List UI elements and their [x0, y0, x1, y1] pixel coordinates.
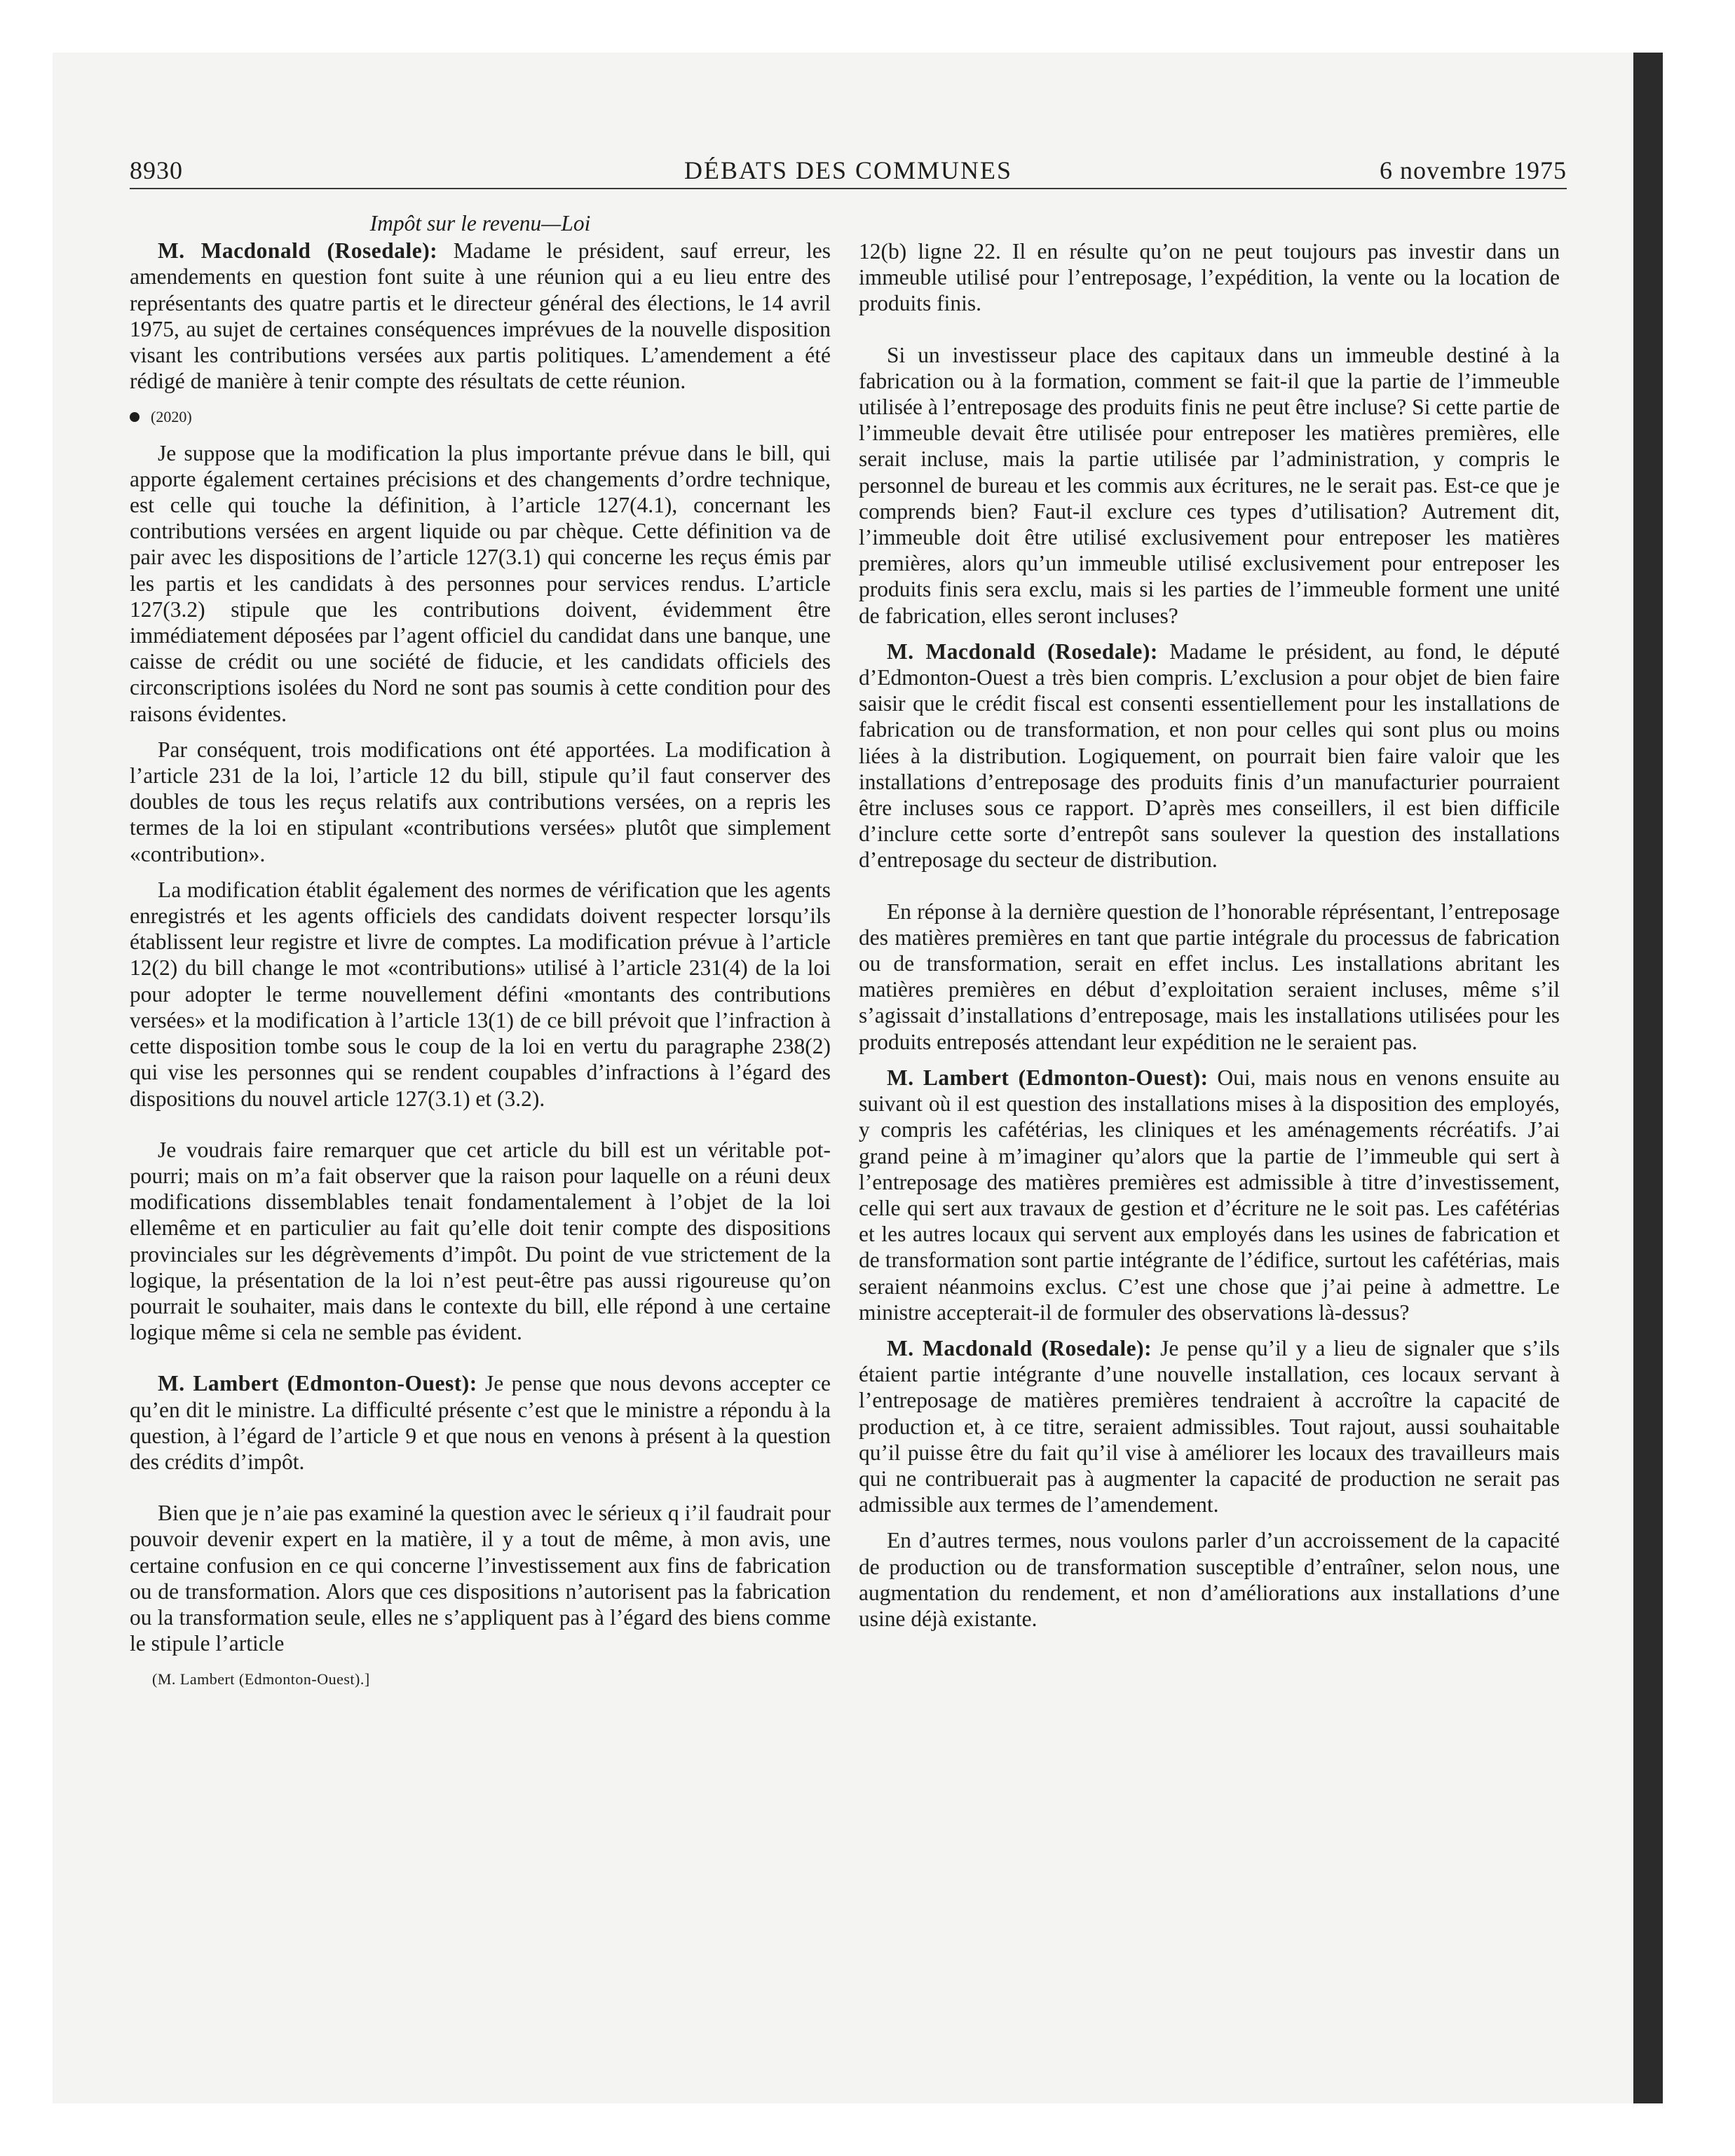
paragraph: [859, 1065, 1560, 1325]
paragraph: Je suppose que la modification la plus importante prévue dans le bill, qui apporte également certaines précisions et des changements d’ordre technique, est celle qui touche la définition, à l’article 127(4.1), concernant les contributions versées en argent liquide ou par chèque. Cette définition va de pair avec les dispositions de l’article 127(3.1) qui concerne les reçus émis par les partis et les candidats à des personnes pour services rendus. L’article 127(3.2) stipule que les contributions doivent, évidemment être immédiatement déposées par l’agent officiel du candidat dans une banque, une caisse de crédit ou une société de fiducie, et les candidats officiels des circonscriptions isolées du Nord ne sont pas soumis à cette condition pour des raisons évidentes.: [130, 440, 831, 726]
section-heading: Impôt sur le revenu—Loi: [369, 211, 591, 236]
paragraph: En d’autres termes, nous voulons parler d’un accroissement de la capacité de production ou de transformation susceptible d’entraîner, selon nous, une augmentation du rendement, et non d’améliorations aux installations d’une usine déjà existante.: [859, 1528, 1560, 1631]
time-marker: [130, 404, 831, 430]
paragraph: En réponse à la dernière question de l’honorable réprésentant, l’entreposage des matières premières en tant que partie intégrale du processus de fabrication ou de transformation, serait en effet inclus. Les installations abritant les matières premières en début d’exploitation seraient incluses, même s’il s’agissait d’installations d’entreposage, mais les installations utilisées pour les produits entreposés attendant leur expédition ne le seraient pas.: [859, 899, 1560, 1054]
page-header: [130, 156, 1567, 192]
bullet-icon: [130, 412, 140, 422]
speaker-name: M. Lambert (Edmonton-Ouest):: [158, 1371, 477, 1396]
header-rule: [130, 188, 1567, 189]
paragraph: [130, 1370, 831, 1475]
speaker-name: M. Macdonald (Rosedale):: [158, 238, 438, 264]
speech-text: Madame le président, au fond, le député d’Edmonton-Ouest a très bien compris. L’exclusion a pour objet de bien faire saisir que le crédit fiscal est consenti essentiellement pour les installations de fabrication ou de transformation, et non pour celles qui sont plus ou moins liées à la distribution. Logiquement, on pourrait bien faire valoir que les installations d’entreposage des produits finis d’un manufacturier pourraient être incluses sous ce rapport. D’après mes conseillers, il est bien difficile d’inclure cette sorte d’entrepôt sans soulever la question des installations d’entreposage du secteur de distribution.: [859, 639, 1560, 873]
paragraph: [859, 639, 1560, 873]
left-column: [130, 210, 831, 1693]
paragraph: Je voudrais faire remarquer que cet article du bill est un véritable pot-pourri; mais on m’a fait observer que la raison pour laquelle on a réuni deux modifications dissemblables tenait fondamentalement à l’objet de la loi ellemême et en particulier au fait qu’elle doit tenir compte des dispositions provinciales sur les dégrèvements d’impôt. Du point de vue strictement de la logique, la présentation de la loi n’est peut-être pas aussi rigoureuse qu’on pourrait le souhaiter, mais dans le contexte du bill, elle répond à une certaine logique même si cela ne semble pas évident.: [130, 1137, 831, 1345]
paragraph: La modification établit également des normes de vérification que les agents enregistrés et les agents officiels des candidats doivent respecter lorsqu’ils établissent leur registre et livre de comptes. La modification prévue à l’article 12(2) du bill change le mot «contributions» utilisé à l’article 231(4) de la loi pour adopter le terme nouvellement défini «montants des contributions versées» et la modification à l’article 13(1) de ce bill prévoit que l’infraction à cette disposition tombe sous le coup de la loi en vertu du paragraphe 238(2) qui vise les personnes qui se rendent coupables d’infractions à l’égard des dispositions du nouvel article 127(3.1) et (3.2).: [130, 877, 831, 1111]
speech-text: Je pense que nous devons accepter ce qu’en dit le ministre. La difficulté présente c’est que le ministre a répondu à la question, à l’égard de l’article 9 et que nous en venons à présent à la question des crédits d’impôt.: [130, 1371, 831, 1474]
right-column: [859, 238, 1560, 1642]
speech-text: Madame le président, sauf erreur, les amendements en question font suite à une réunion qui a eu lieu entre des représentants des quatre partis et le directeur général des élections, le 14 avril 1975, au sujet de certaines conséquences imprévues de la nouvelle disposition visant les contributions versées aux partis politiques. L’amendement a été rédigé de manière à tenir compte des résultats de cette réunion.: [130, 238, 831, 394]
paragraph: [859, 1335, 1560, 1517]
time-marker-text: (2020): [151, 408, 192, 426]
speech-text: Je pense qu’il y a lieu de signaler que s’ils étaient partie intégrante d’une nouvelle installation, ces locaux servant à l’entreposage de matières premières tendraient à accroître la capacité de production et, à ce titre, seraient admissibles. Tout rajout, aussi souhaitable qu’il puisse être du fait qu’il vise à améliorer les locaux des travailleurs mais qui ne contribuerait pas à augmenter la capacité de production ne serait pas admissible aux termes de l’amendement.: [859, 1335, 1560, 1517]
speaker-name: M. Lambert (Edmonton-Ouest):: [887, 1065, 1209, 1090]
paragraph: Par conséquent, trois modifications ont été apportées. La modification à l’article 231 de la loi, l’article 12 du bill, stipule qu’il faut conserver des doubles de tous les reçus relatifs aux contributions versées, on a repris les termes de la loi en stipulant «contributions versées» plutôt que simplement «contribution».: [130, 737, 831, 866]
paragraph: Si un investisseur place des capitaux dans un immeuble destiné à la fabrication ou à la formation, comment se fait-il que la partie de l’immeuble utilisée à l’entreposage des produits finis ne peut être incluse? Si cette partie de l’immeuble devait être utilisée pour entreposer les matières premières, elle serait incluse, mais la partie utilisée par l’administration, y compris le personnel de bureau et les commis aux écritures, ne le serait pas. Est-ce que je comprends bien? Faut-il exclure ces types d’utilisation? Autrement dit, l’immeuble doit être utilisé exclusivement pour entreposer les matières premières, alors qu’un immeuble utilisé exclusivement pour entreposer les produits finis sera exclu, mais si les parties de l’immeuble forment une unité de fabrication, elles seront incluses?: [859, 342, 1560, 628]
paragraph: Bien que je n’aie pas examiné la question avec le sérieux q i’il faudrait pour pouvoir devenir expert en la matière, il y a tout de même, à mon avis, une certaine confusion en ce qui concerne l’investissement aux fins de fabrication ou de transformation. Alors que ces dispositions n’autorisent pas la fabrication ou la transformation seule, elles ne s’appliquent pas à l’égard des biens comme le stipule l’article: [130, 1501, 831, 1656]
continuation-note: (M. Lambert (Edmonton-Ouest).]: [152, 1670, 370, 1688]
journal-title: DÉBATS DES COMMUNES: [683, 156, 1013, 184]
speaker-name: M. Macdonald (Rosedale):: [887, 639, 1158, 664]
speaker-name: M. Macdonald (Rosedale):: [887, 1335, 1152, 1360]
scan-edge-bar: [1633, 53, 1663, 2103]
speech-text: Oui, mais nous en venons ensuite au suivant où il est question des installations mises à la disposition des employés, y compris les cafétérias, les cliniques et les aménagements récréatifs. J’ai grand peine à m’imaginer qu’alors que la partie de l’immeuble qui sert à l’entreposage des matières premières est admissible à titre d’investissement, celle qui sert aux travaux de gestion et d’écriture ne le soit pas. Les cafétérias et les autres locaux qui servent aux employés dans les usines de fabrication et de transformation sont partie intégrante de l’édifice, surtout les cafétérias, mais seraient néanmoins exclus. C’est une chose que j’ai peine à admettre. Le ministre accepterait-il de formuler des observations là-dessus?: [859, 1065, 1560, 1325]
header-date: 6 novembre 1975: [1380, 156, 1567, 184]
paragraph: 12(b) ligne 22. Il en résulte qu’on ne peut toujours pas investir dans un immeuble utilisé pour l’entreposage, l’expédition, la vente ou la location de produits finis.: [859, 239, 1560, 316]
paragraph: [130, 238, 831, 394]
page-number: 8930: [130, 156, 183, 184]
